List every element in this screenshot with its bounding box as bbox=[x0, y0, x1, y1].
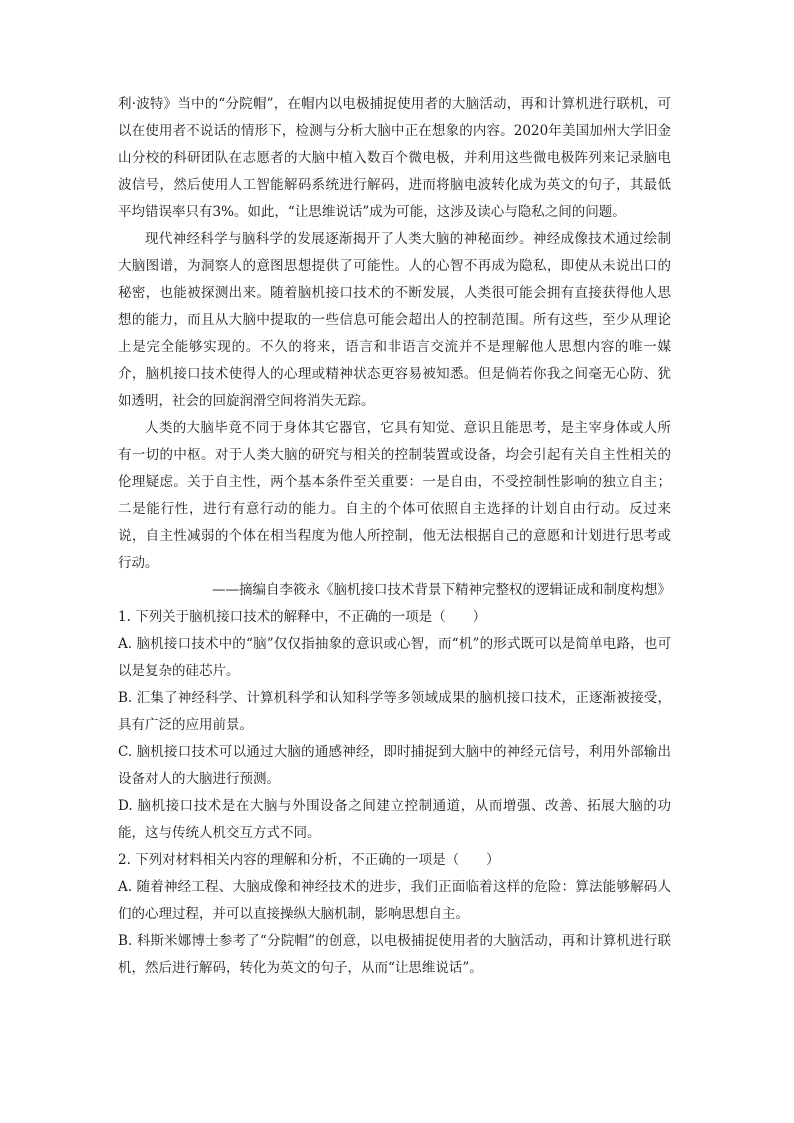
question-stem: 2. 下列对材料相关内容的理解和分析，不正确的一项是（ ） bbox=[118, 852, 500, 868]
question-option-a: A. 随着神经工程、大脑成像和神经技术的进步，我们正面临着这样的危险：算法能够解码人们的心理过程，并可以直接操纵大脑机制，影响思想自主。 bbox=[118, 879, 671, 922]
question-2 bbox=[118, 847, 671, 982]
question-option-c: C. 脑机接口技术可以通过大脑的通感神经，即时捕捉到大脑中的神经元信号，利用外部输出设备对人的大脑进行预测。 bbox=[118, 744, 671, 787]
question-option-b: B. 汇集了神经科学、计算机科学和认知科学等多领域成果的脑机接口技术，正逐渐被接受，具有广泛的应用前景。 bbox=[118, 690, 671, 733]
document-page bbox=[118, 91, 671, 982]
passage-paragraph-continued: 利·波特》当中的“分院帽”，在帽内以电极捕捉使用者的大脑活动，再和计算机进行联机，可以在使用者不说话的情形下，检测与分析大脑中正在想象的内容。2020年美国加州大学旧金山分校的科研团队在志愿者的大脑中植入数百个微电极，并利用这些微电极阵列来记录脑电波信号，然后使用人工智能解码系统进行解码，进而将脑电波转化成为英文的句子，其最低平均错误率只有3%。如此，“让思维说话”成为可能，这涉及读心与隐私之间的问题。 bbox=[118, 96, 671, 220]
question-option-b: B. 科斯米娜博士参考了“分院帽”的创意，以电极捕捉使用者的大脑活动，再和计算机进行联机，然后进行解码，转化为英文的句子，从而“让思维说话”。 bbox=[118, 933, 671, 976]
question-option-d: D. 脑机接口技术是在大脑与外围设备之间建立控制通道，从而增强、改善、拓展大脑的功能，这与传统人机交互方式不同。 bbox=[118, 798, 671, 841]
question-option-a: A. 脑机接口技术中的“脑”仅仅指抽象的意识或心智，而“机”的形式既可以是简单电路，也可以是复杂的硅芯片。 bbox=[118, 636, 671, 679]
passage-source: ——摘编自李筱永《脑机接口技术背景下精神完整权的逻辑证成和制度构想》 bbox=[212, 582, 671, 598]
passage-paragraph-3: 人类的大脑毕竟不同于身体其它器官，它具有知觉、意识且能思考，是主宰身体或人所有一切的中枢。对于人类大脑的研究与相关的控制装置或设备，均会引起有关自主性相关的伦理疑虑。关于自主性，两个基本条件至关重要：一是自由，不受控制性影响的独立自主；二是能行性，进行有意行动的能力。自主的个体可依照自主选择的计划自由行动。反过来说，自主性减弱的个体在相当程度为他人所控制，他无法根据自己的意愿和计划进行思考或行动。 bbox=[118, 420, 671, 571]
question-stem: 1. 下列关于脑机接口技术的解释中，不正确的一项是（ ） bbox=[118, 609, 487, 625]
passage-paragraph-2: 现代神经科学与脑科学的发展逐渐揭开了人类大脑的神秘面纱。神经成像技术通过绘制大脑图谱，为洞察人的意图思想提供了可能性。人的心智不再成为隐私，即使从未说出口的秘密，也能被探测出来。随着脑机接口技术的不断发展，人类很可能会拥有直接获得他人思想的能力，而且从大脑中提取的一些信息可能会超出人的控制范围。所有这些，至少从理论上是完全能够实现的。不久的将来，语言和非语言交流并不是理解他人思想内容的唯一媒介，脑机接口技术使得人的心理或精神状态更容易被知悉。但是倘若你我之间毫无心防、犹如透明，社会的回旋润滑空间将消失无踪。 bbox=[118, 231, 671, 409]
question-1 bbox=[118, 604, 671, 847]
